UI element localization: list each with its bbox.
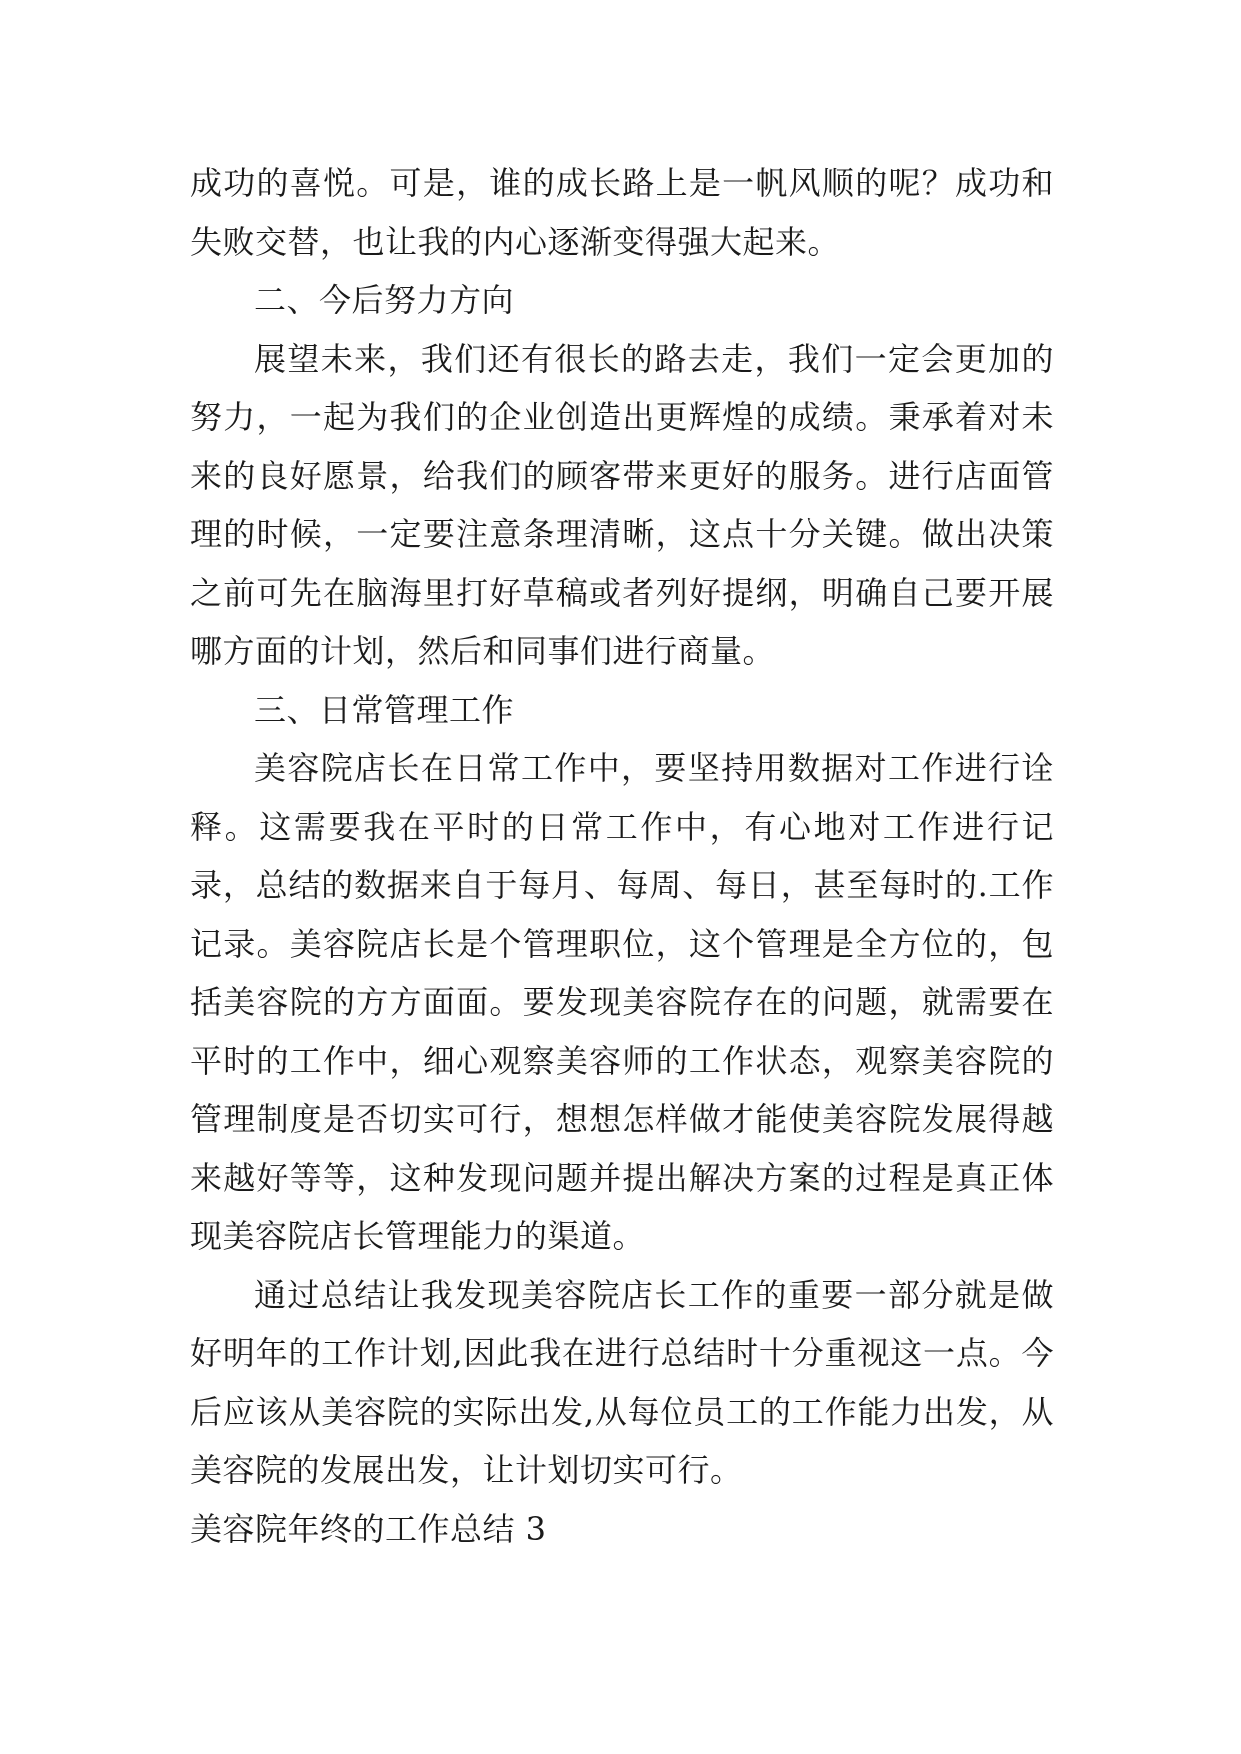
document-body: [190, 154, 1054, 1558]
paragraph-outlook: 展望未来，我们还有很长的路去走，我们一定会更加的努力，一起为我们的企业创造出更辉煌的成绩。秉承着对未来的良好愿景，给我们的顾客带来更好的服务。进行店面管理的时候，一定要注意条理清晰，这点十分关键。做出决策之前可先在脑海里打好草稿或者列好提纲，明确自己要开展哪方面的计划，然后和同事们进行商量。: [190, 339, 1054, 670]
paragraph-continuation: 成功的喜悦。可是，谁的成长路上是一帆风顺的呢？成功和失败交替，也让我的内心逐渐变得强大起来。: [190, 164, 1054, 261]
section-heading-future-direction: 二、今后努力方向: [254, 281, 515, 319]
section-heading-daily-management: 三、日常管理工作: [254, 690, 515, 729]
next-section-title: 美容院年终的工作总结 3: [190, 1509, 547, 1548]
paragraph-summary-plan: 通过总结让我发现美容院店长工作的重要一部分就是做好明年的工作计划,因此我在进行总结时十分重视这一点。今后应该从美容院的实际出发,从每位员工的工作能力出发，从美容院的发展出发，让计划切实可行。: [190, 1275, 1054, 1489]
paragraph-daily-management: 美容院店长在日常工作中，要坚持用数据对工作进行诠释。这需要我在平时的日常工作中，有心地对工作进行记录，总结的数据来自于每月、每周、每日，甚至每时的.工作记录。美容院店长是个管理职位，这个管理是全方位的，包括美容院的方方面面。要发现美容院存在的问题，就需要在平时的工作中，细心观察美容师的工作状态，观察美容院的管理制度是否切实可行，想想怎样做才能使美容院发展得越来越好等等，这种发现问题并提出解决方案的过程是真正体现美容院店长管理能力的渠道。: [190, 749, 1054, 1255]
